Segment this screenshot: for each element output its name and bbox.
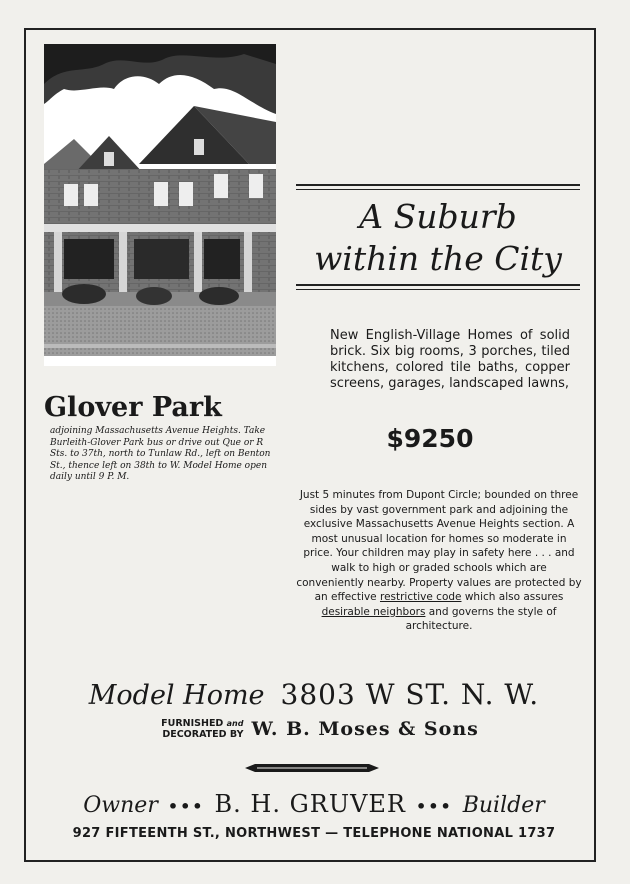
headline-line-1: A Suburb bbox=[359, 197, 517, 236]
price: $9250 bbox=[386, 424, 474, 453]
furnished-label bbox=[161, 718, 243, 740]
builder-label: Builder bbox=[462, 793, 545, 818]
owner-label: Owner bbox=[83, 793, 158, 818]
body-text bbox=[296, 488, 582, 634]
company-logo-text: W. B. Moses & Sons bbox=[251, 718, 479, 740]
headline bbox=[296, 196, 580, 280]
body-part-3: and governs the style of architecture. bbox=[405, 605, 557, 633]
headline-top-rule bbox=[296, 184, 580, 186]
desirable-neighbors-text: desirable neighbors bbox=[321, 605, 426, 618]
headline-bottom-rule-thin bbox=[296, 289, 580, 290]
builder-name: B. H. GRUVER bbox=[214, 790, 407, 818]
body-part-2: which also assures bbox=[464, 591, 564, 604]
model-home-label: Model Home bbox=[88, 680, 265, 711]
dots-right: ••• bbox=[416, 797, 453, 816]
by-word: BY bbox=[229, 729, 244, 740]
model-home-line bbox=[44, 678, 584, 711]
furnished-by-line bbox=[150, 718, 490, 740]
headline-block bbox=[296, 184, 580, 290]
directions-text: adjoining Massachusetts Avenue Heights. Take Burleith-Glover Park bus or drive out Que or R Sts. to 37th, north to Tunlaw Rd., left on Benton St., thence left on 38th to W. Model Home open daily until 9 P. M. bbox=[50, 426, 271, 482]
development-name: Glover Park bbox=[44, 392, 222, 423]
owner-builder-line bbox=[44, 790, 584, 818]
headline-top-rule-thin bbox=[296, 189, 580, 190]
decorated-word: DECORATED bbox=[162, 729, 227, 740]
restrictive-code-text: restrictive code bbox=[379, 591, 462, 604]
model-home-address: 3803 W ST. N. W. bbox=[280, 678, 540, 711]
body-part-1: Just 5 minutes from Dupont Circle; bounded on three sides by vast government park and adjoining the exclusive Massachusetts Avenue Heights section. A most unusual location for homes so moderate in price. Your children may play in safety here . . . and walk to high or graded schools which are conveniently nearby. Property values are protected by an effective bbox=[296, 489, 582, 604]
dots-left: ••• bbox=[167, 797, 205, 816]
headline-line-2: within the City bbox=[314, 239, 562, 278]
furnished-word: FURNISHED bbox=[161, 718, 224, 729]
and-word: and bbox=[226, 719, 244, 728]
house-photo bbox=[44, 44, 276, 366]
intro-text: New English-Village Homes of solid brick. Six big rooms, 3 porches, tiled kitchens, colored tile baths, copper screens, garages, landscaped lawns, bbox=[330, 328, 570, 391]
pen-ornament bbox=[245, 760, 379, 776]
headline-bottom-rule bbox=[296, 284, 580, 286]
footer-address: 927 FIFTEENTH ST., NORTHWEST — TELEPHONE NATIONAL 1737 bbox=[72, 826, 556, 841]
